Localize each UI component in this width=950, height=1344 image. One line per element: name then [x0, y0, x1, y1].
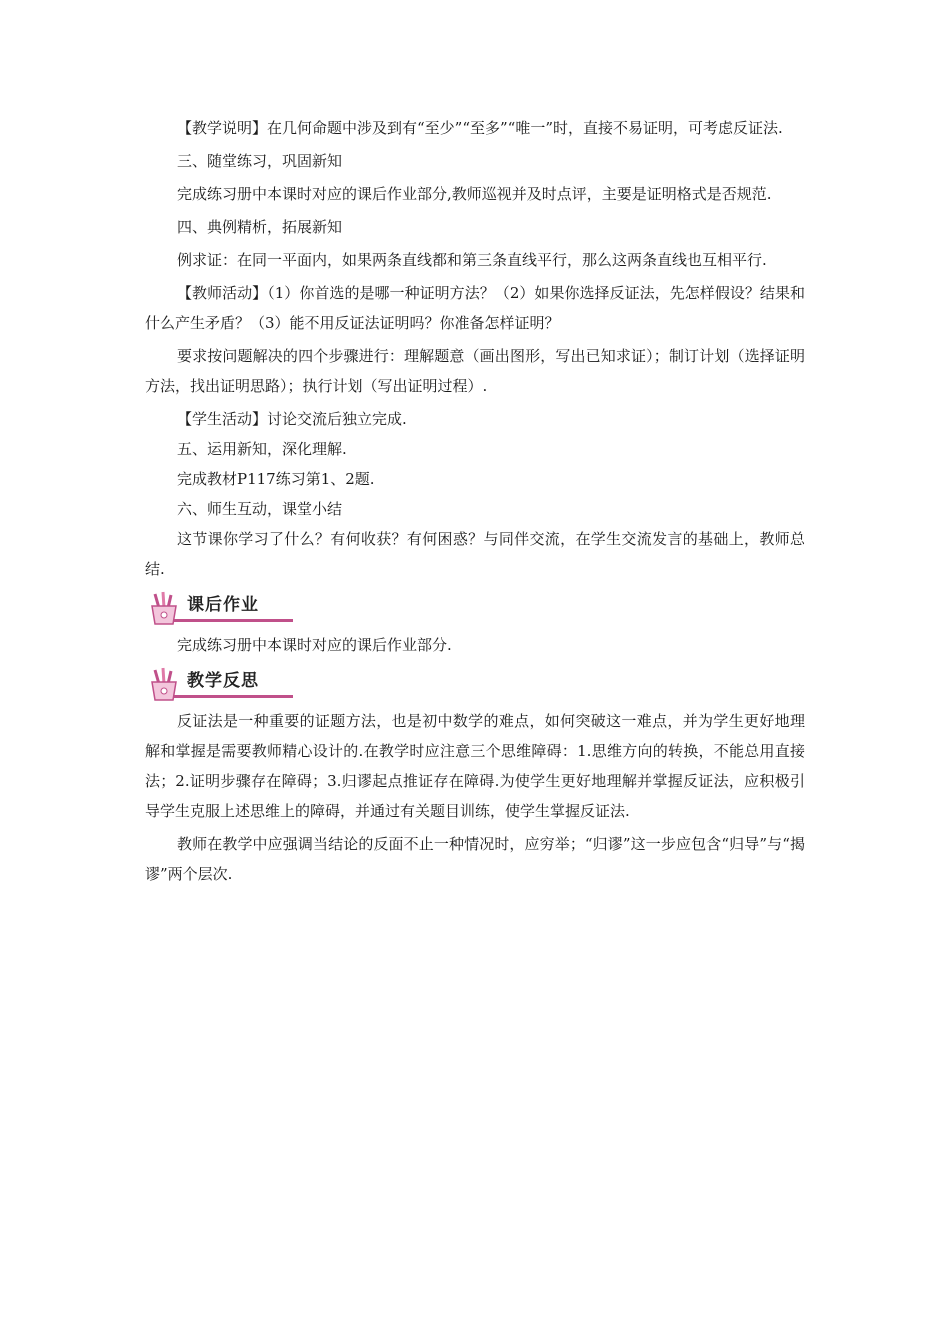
reflection-paragraph: 反证法是一种重要的证题方法，也是初中数学的难点，如何突破这一难点，并为学生更好地理解和掌握是需要教师精心设计的.在教学时应注意三个思维障碍：1.思维方向的转换，不能总用直接法；2.证明步骤存在障碍；3.归谬起点推证存在障碍.为使学生更好地理解并掌握反证法，应积极引导学生克服上述思维上的障碍，并通过有关题目训练，使学生掌握反证法.: [145, 712, 805, 820]
reflection-banner: [143, 666, 293, 702]
document-body: [145, 113, 805, 892]
problem-steps: 要求按问题解决的四个步骤进行：理解题意（画出图形，写出已知求证）；制订计划（选择证明方法，找出证明思路）；执行计划（写出证明过程）.: [145, 347, 805, 395]
teaching-note: 【教学说明】在几何命题中涉及到有“至少”“至多”“唯一”时，直接不易证明，可考虑反证法.: [177, 119, 783, 137]
reflection-title: 教学反思: [187, 671, 259, 691]
summary-text: 这节课你学习了什么？有何收获？有何困惑？与同伴交流，在学生交流发言的基础上，教师总结.: [145, 530, 805, 578]
reflection-paragraph: 教师在教学中应强调当结论的反面不止一种情况时，应穷举；“归谬”这一步应包含“归导”与“揭谬”两个层次.: [145, 835, 805, 883]
homework-text: 完成练习册中本课时对应的课后作业部分.: [177, 636, 452, 654]
homework-banner: [143, 590, 293, 626]
teacher-activity: 【教师活动】（1）你首选的是哪一种证明方法？（2）如果你选择反证法，先怎样假设？结果和什么产生矛盾？（3）能不用反证法证明吗？你准备怎样证明？: [145, 284, 805, 332]
section-heading-summary: 六、师生互动，课堂小结: [177, 500, 343, 518]
example-text: 例求证：在同一平面内，如果两条直线都和第三条直线平行，那么这两条直线也互相平行.: [177, 251, 767, 269]
section-heading-practice: 三、随堂练习，巩固新知: [177, 152, 343, 170]
homework-title: 课后作业: [187, 595, 259, 615]
section-heading-example: 四、典例精析，拓展新知: [177, 218, 343, 236]
homework-banner-underline: [173, 619, 293, 622]
apply-text: 完成教材P117练习第1、2题.: [177, 470, 375, 488]
student-activity: 【学生活动】讨论交流后独立完成.: [177, 410, 407, 428]
practice-text: 完成练习册中本课时对应的课后作业部分,教师巡视并及时点评，主要是证明格式是否规范.: [177, 185, 772, 203]
section-heading-apply: 五、运用新知，深化理解.: [177, 440, 347, 458]
reflection-banner-underline: [173, 695, 293, 698]
